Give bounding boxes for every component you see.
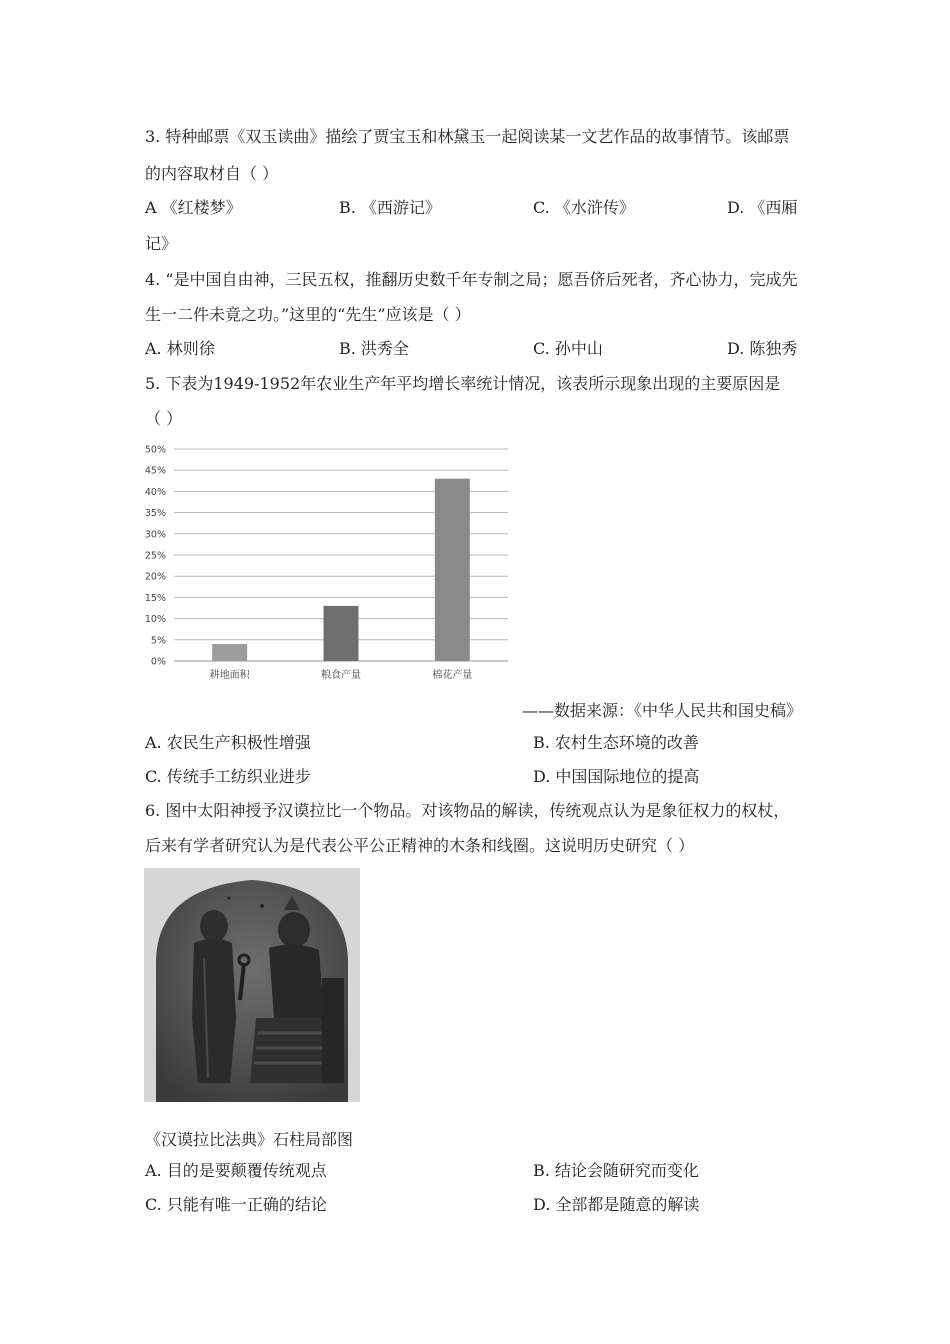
q4-option-b: B. 洪秀全 [339,339,409,358]
q3-option-b: B. 《西游记》 [339,198,441,217]
growth-rate-bar-chart [140,438,520,688]
y-tick-label: 5% [150,635,166,647]
q5-option-b: B. 农村生态环境的改善 [533,733,699,752]
q3-stem-line2: 的内容取材自（ ） [145,164,279,183]
q4-option-d: D. 陈独秀 [727,339,798,358]
bar [324,606,359,661]
q6-option-c: C. 只能有唯一正确的结论 [145,1195,327,1214]
q5-stem-line2: （ ） [145,409,183,428]
y-tick-label: 35% [144,508,166,520]
q5-stem-line1: 5. 下表为1949-1952年农业生产年平均增长率统计情况，该表所示现象出现的主要原因是 [145,374,781,393]
q6-image-caption: 《汉谟拉比法典》石柱局部图 [145,1130,354,1149]
y-tick-label: 20% [144,571,166,583]
y-tick-label: 0% [150,656,166,668]
x-tick-label: 棉花产量 [432,670,473,681]
hammurabi-stele-image [144,868,360,1102]
x-tick-label: 耕地面积 [209,670,250,681]
q4-stem-line2: 生一二件未竟之功。”这里的“先生”应该是（ ） [145,305,471,324]
q5-option-a: A. 农民生产积极性增强 [145,733,311,752]
q5-option-d: D. 中国国际地位的提高 [533,767,700,786]
y-tick-label: 15% [144,592,166,604]
y-tick-label: 25% [144,550,166,562]
y-tick-label: 45% [144,465,166,477]
q4-option-a: A. 林则徐 [145,339,215,358]
y-tick-label: 10% [144,614,166,626]
q4-option-c: C. 孙中山 [533,339,603,358]
q5-data-source: ——数据来源：《中华人民共和国史稿》 [521,701,802,720]
chart-y-ticks [145,445,166,668]
q3-option-c: C. 《水浒传》 [533,198,635,217]
chart-x-ticks [210,668,473,681]
q6-option-d: D. 全部都是随意的解读 [533,1195,700,1214]
bar [212,644,247,661]
q3-option-d: D. 《西厢 [727,198,798,217]
q3-stem-line1: 3. 特种邮票《双玉读曲》描绘了贾宝玉和林黛玉一起阅读某一文艺作品的故事情节。该邮票 [145,127,790,146]
y-tick-label: 40% [144,486,166,498]
q6-option-b: B. 结论会随研究而变化 [533,1161,699,1180]
chart-bars [212,479,470,661]
y-tick-label: 50% [144,444,166,456]
q5-option-c: C. 传统手工纺织业进步 [145,767,311,786]
q6-stem-line1: 6. 图中太阳神授予汉谟拉比一个物品。对该物品的解读，传统观点认为是象征权力的权杖， [145,801,790,820]
q3-option-d-wrap: 记》 [145,234,178,253]
x-tick-label: 粮食产量 [321,670,361,681]
q4-stem-line1: 4. “是中国自由神，三民五权，推翻历史数千年专制之局；愿吾侪后死者，齐心协力，完成先 [145,270,798,289]
q6-stem-line2: 后来有学者研究认为是代表公平公正精神的木条和线圈。这说明历史研究（ ） [145,836,695,855]
bar [435,479,470,661]
q3-option-a: A 《红楼梦》 [145,198,242,217]
y-tick-label: 30% [144,529,166,541]
q6-option-a: A. 目的是要颠覆传统观点 [145,1161,327,1180]
